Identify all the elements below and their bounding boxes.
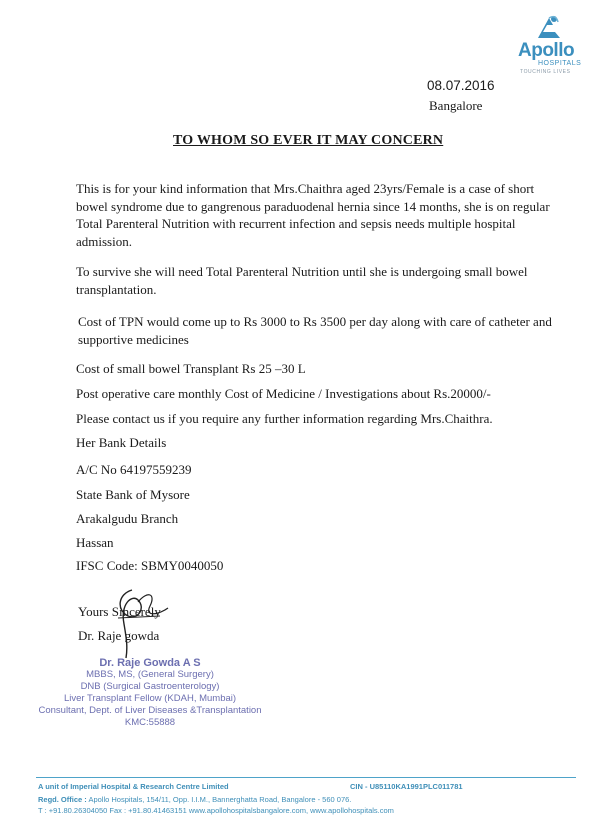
contact-line: Please contact us if you require any further information regarding Mrs.Chaithra. bbox=[76, 411, 493, 426]
bank-branch: Arakalgudu Branch bbox=[76, 511, 179, 526]
stamp-degree: MBBS, MS, (General Surgery) bbox=[86, 669, 214, 680]
letter-date: 08.07.2016 bbox=[427, 78, 495, 93]
paragraph-diagnosis: This is for your kind information that Mrs.Chaithra aged 23yrs/Female is a case of short bowel syndrome due to gangrenous paraduodenal hernia since 14 months, she is on regular Total Parenteral Nutrition with recurrent infection and sepsis needs multiple hospital admission. bbox=[76, 181, 550, 249]
transplant-cost: Cost of small bowel Transplant Rs 25 –30 L bbox=[76, 361, 306, 376]
bank-heading: Her Bank Details bbox=[76, 435, 167, 450]
apollo-logo bbox=[516, 14, 582, 76]
logo-tagline: TOUCHING LIVES bbox=[520, 69, 571, 75]
postop-cost: Post operative care monthly Cost of Medicine / Investigations about Rs.20000/- bbox=[76, 386, 491, 401]
letter-heading: TO WHOM SO EVER IT MAY CONCERN bbox=[173, 133, 444, 148]
bank-name: State Bank of Mysore bbox=[76, 487, 190, 502]
footer-divider bbox=[36, 777, 576, 778]
closing: Yours Sincerely bbox=[78, 604, 161, 619]
stamp-name: Dr. Raje Gowda A S bbox=[99, 657, 201, 669]
stamp-fellowship: Liver Transplant Fellow (KDAH, Mumbai) bbox=[63, 693, 237, 704]
account-number: A/C No 64197559239 bbox=[76, 462, 192, 477]
ifsc-code: IFSC Code: SBMY0040050 bbox=[76, 558, 224, 573]
bank-city: Hassan bbox=[76, 535, 114, 550]
footer-unit: A unit of Imperial Hospital & Research Centre Limited bbox=[38, 782, 229, 791]
logo-wordmark: Apollo bbox=[518, 40, 575, 61]
handwritten-signature bbox=[98, 580, 218, 660]
stamp-registration: KMC:55888 bbox=[124, 717, 176, 728]
stamp-specialization: DNB (Surgical Gastroenterology) bbox=[80, 681, 220, 692]
signatory: Dr. Raje gowda bbox=[78, 628, 160, 643]
footer-office-label: Regd. Office : bbox=[38, 795, 87, 804]
footer-cin: CIN - U85110KA1991PLC011781 bbox=[350, 782, 463, 791]
footer-contact: T : +91.80.26304050 Fax : +91.80.41463151 www.apollohospitalsbangalore.com, www.apollohospitals.com bbox=[38, 806, 394, 815]
letter-city: Bangalore bbox=[429, 98, 483, 113]
doctor-stamp bbox=[20, 657, 280, 729]
footer-office-address: Apollo Hospitals, 154/11, Opp. I.I.M., Bannerghatta Road, Bangalore - 560 076. bbox=[88, 795, 352, 804]
apollo-emblem-icon bbox=[534, 14, 564, 42]
stamp-department: Consultant, Dept. of Liver Diseases &Transplantation bbox=[38, 705, 262, 716]
paragraph-survival: To survive she will need Total Parenteral Nutrition until she is undergoing small bowel transplantation. bbox=[76, 264, 528, 297]
footer-office bbox=[38, 795, 351, 804]
logo-subtitle: HOSPITALS bbox=[538, 60, 582, 67]
paragraph-tpn-cost: Cost of TPN would come up to Rs 3000 to Rs 3500 per day along with care of catheter and supportive medicines bbox=[78, 314, 552, 347]
